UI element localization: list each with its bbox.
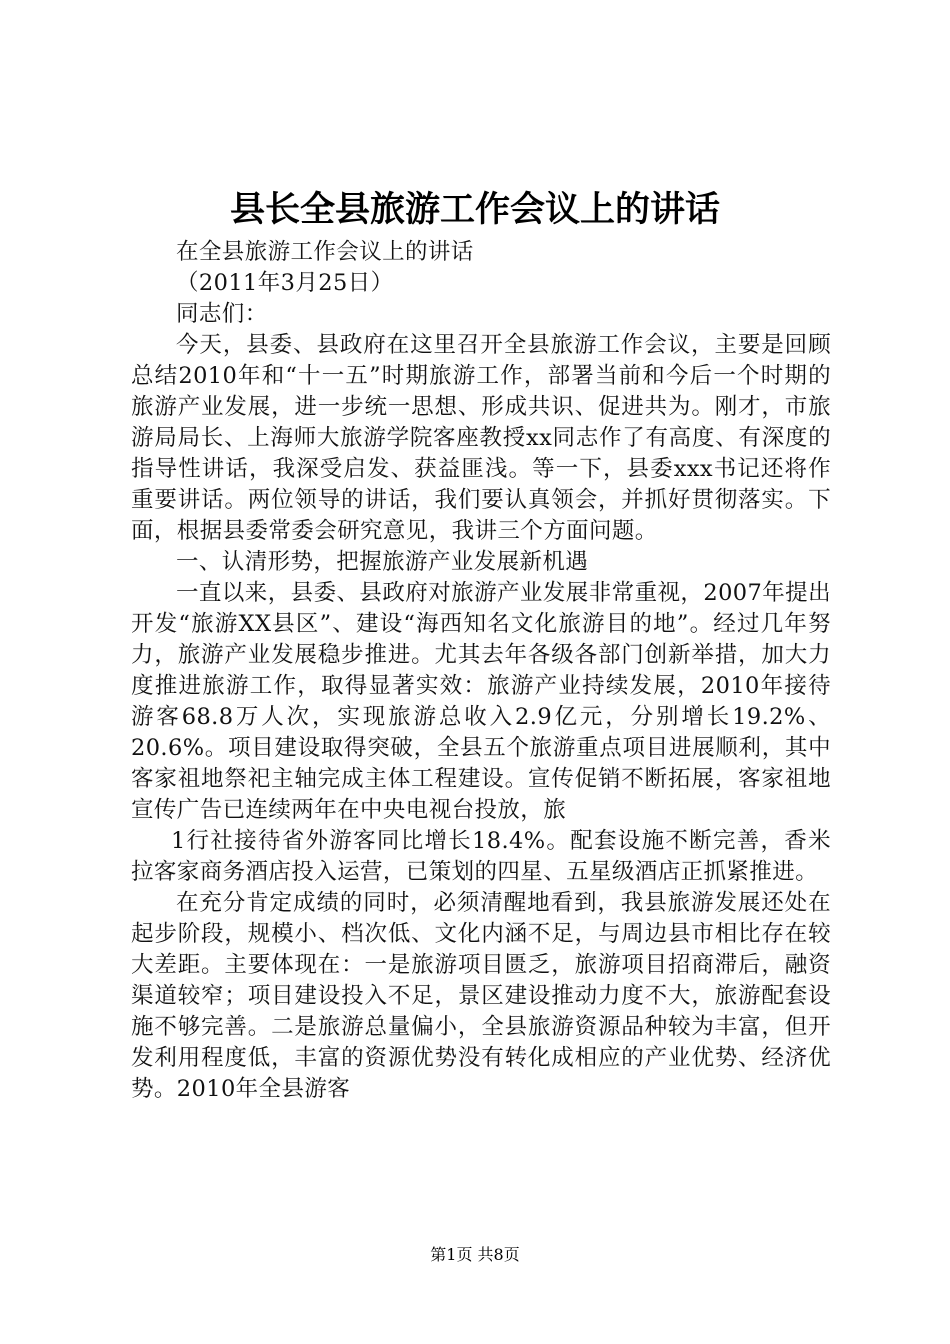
page-number-footer: 第1页 共8页 <box>430 1245 520 1264</box>
paragraph-opening: 今天，县委、县政府在这里召开全县旅游工作会议，主要是回顾总结2010年和“十一五”时期旅游工作，部署当前和今后一个时期的旅游产业发展，进一步统一思想、形成共识、促进共为。刚才，市旅游局局长、上海师大旅游学院客座教授xx同志作了有高度、有深度的指导性讲话，我深受启发、获益匪浅。等一下，县委xxx书记还将作重要讲话。两位领导的讲话，我们要认真领会，并抓好贯彻落实。下面，根据县委常委会研究意见，我讲三个方面问题。 <box>131 332 831 544</box>
document-body <box>131 237 831 1105</box>
section-heading-1: 一、认清形势，把握旅游产业发展新机遇 <box>176 549 589 575</box>
document-title: 县长全县旅游工作会议上的讲话 <box>229 189 720 230</box>
speech-date: （2011年3月25日） <box>176 270 394 296</box>
speech-heading: 在全县旅游工作会议上的讲话 <box>176 239 474 265</box>
salutation: 同志们： <box>176 301 268 327</box>
paragraph-achievements: 一直以来，县委、县政府对旅游产业发展非常重视，2007年提出开发“旅游XX县区”、建设“海西知名文化旅游目的地”。经过几年努力，旅游产业发展稳步推进。尤其去年各级各部门创新举措，加大力度推进旅游工作，取得显著实效：旅游产业持续发展，2010年接待游客68.8万人次，实现旅游总收入2.9亿元，分别增长19.2%、20.6%。项目建设取得突破，全县五个旅游重点项目进展顺利，其中客家祖地祭祀主轴完成主体工程建设。宣传促销不断拓展，客家祖地宣传广告已连续两年在中央电视台投放，旅 <box>131 580 831 823</box>
paragraph-problems: 在充分肯定成绩的同时，必须清醒地看到，我县旅游发展还处在起步阶段，规模小、档次低、文化内涵不足，与周边县市相比存在较大差距。主要体现在：一是旅游项目匮乏，旅游项目招商滞后，融资渠道较窄；项目建设投入不足，景区建设推动力度不大，旅游配套设施不够完善。二是旅游总量偏小，全县旅游资源品种较为丰富，但开发利用程度低，丰富的资源优势没有转化成相应的产业优势、经济优势。2010年全县游客 <box>131 890 831 1102</box>
paragraph-continuation: 1行社接待省外游客同比增长18.4%。配套设施不断完善，香米拉客家商务酒店投入运营，已策划的四星、五星级酒店正抓紧推进。 <box>131 828 831 885</box>
